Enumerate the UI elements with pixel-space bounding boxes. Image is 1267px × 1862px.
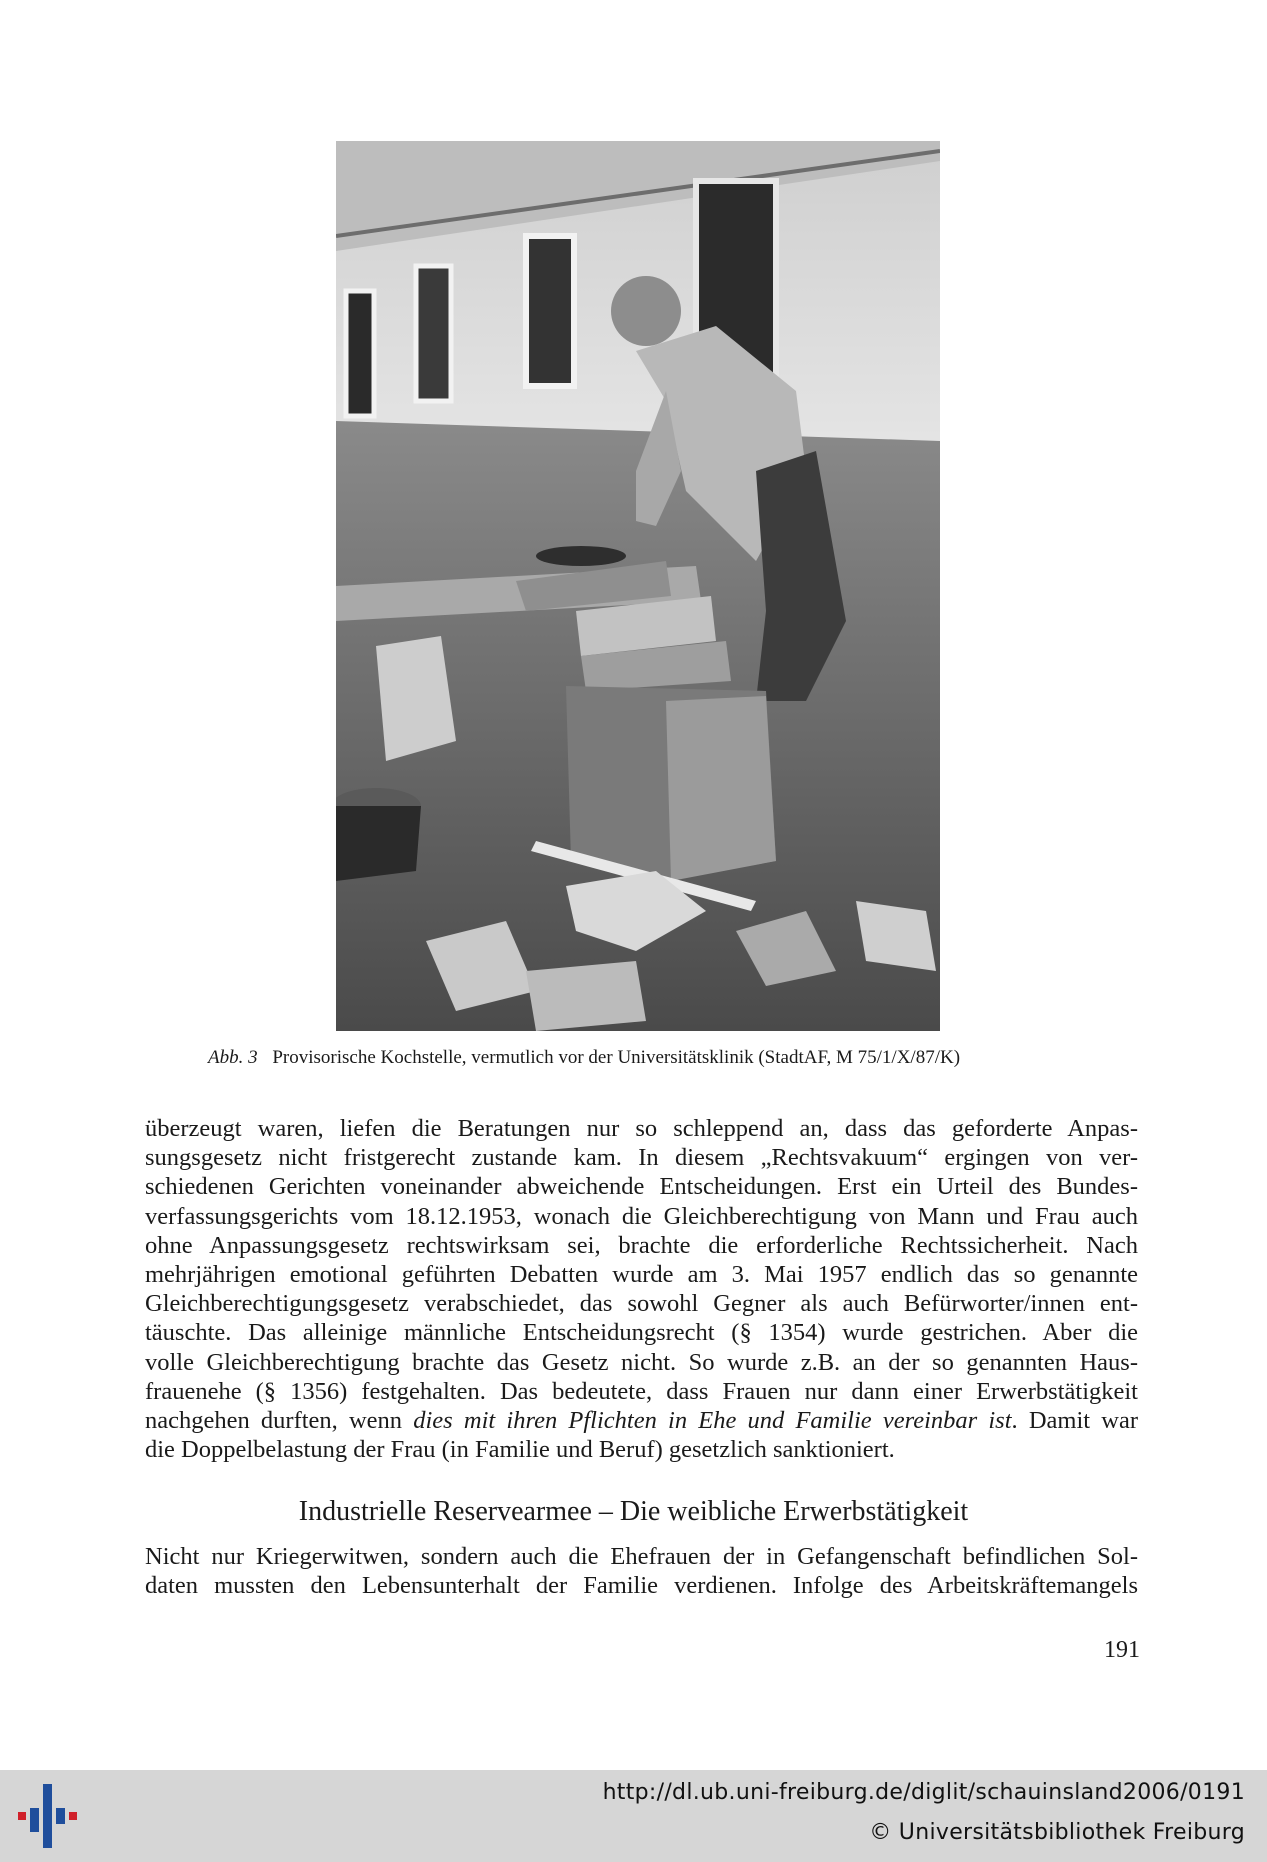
text-line: ohne Anpassungsgesetz rechtswirksam sei, brachte die erforderliche Rechtssicherheit. Nach bbox=[145, 1231, 1138, 1259]
paragraph-2 bbox=[145, 1542, 1138, 1600]
copyright-notice: © Universitätsbibliothek Freiburg bbox=[869, 1820, 1245, 1845]
text-line: sungsgesetz nicht fristgerecht zustande kam. In diesem „Rechtsvakuum“ ergingen von ver- bbox=[145, 1144, 1138, 1172]
text-line bbox=[145, 1406, 1138, 1435]
text-line: täuschte. Das alleinige männliche Entscheidungsrecht (§ 1354) wurde gestrichen. Aber die bbox=[145, 1319, 1138, 1347]
window bbox=[416, 266, 451, 401]
source-url-link[interactable]: http://dl.ub.uni-freiburg.de/diglit/schauinsland2006/0191 bbox=[602, 1780, 1245, 1805]
person-head bbox=[611, 276, 681, 346]
text-line: überzeugt waren, liefen die Beratungen nur so schleppend an, dass das geforderte Anpas- bbox=[145, 1115, 1138, 1142]
text-line: volle Gleichberechtigung brachte das Gesetz nicht. So wurde z.B. an der so genannten Haus- bbox=[145, 1348, 1138, 1376]
page-number: 191 bbox=[1104, 1637, 1140, 1663]
photo-scene bbox=[336, 141, 940, 1031]
section-heading: Industrielle Reservearmee – Die weibliche Erwerbstätigkeit bbox=[298, 1496, 969, 1527]
text-line: daten mussten den Lebensunterhalt der Familie verdienen. Infolge des Arbeitskräftemangels bbox=[145, 1572, 1138, 1600]
text-line: Nicht nur Kriegerwitwen, sondern auch die Ehefrauen der in Gefangenschaft befindlichen Sol- bbox=[145, 1543, 1138, 1570]
ub-freiburg-logo-icon[interactable] bbox=[18, 1784, 78, 1848]
paragraph-1 bbox=[145, 1114, 1138, 1464]
text-line: verfassungsgerichts vom 18.12.1953, wonach die Gleichberechtigung von Mann und Frau auch bbox=[145, 1202, 1138, 1230]
caption-label: Abb. 3 bbox=[208, 1047, 258, 1068]
text-segment: nachgehen durften, wenn bbox=[145, 1407, 414, 1435]
footer-bar bbox=[0, 1770, 1267, 1862]
figure-photo bbox=[336, 141, 940, 1031]
text-line: mehrjährigen emotional geführten Debatten wurde am 3. Mai 1957 endlich das so genannte bbox=[145, 1261, 1138, 1289]
pot-lid bbox=[536, 546, 626, 566]
text-line: frauenehe (§ 1356) festgehalten. Das bedeutete, dass Frauen nur dann einer Erwerbstätigkeit bbox=[145, 1377, 1138, 1405]
italic-quote: dies mit ihren Pflichten in Ehe und Familie vereinbar ist bbox=[413, 1407, 1012, 1435]
figure-caption bbox=[208, 1046, 1108, 1070]
text-line: schiedenen Gerichten voneinander abweichende Entscheidungen. Erst ein Urteil des Bundes- bbox=[145, 1173, 1138, 1201]
cooking-pot bbox=[336, 806, 421, 881]
window bbox=[526, 236, 574, 386]
caption-text: Provisorische Kochstelle, vermutlich vor der Universitätsklinik (StadtAF, M 75/1/X/87/K) bbox=[272, 1047, 961, 1068]
text-segment: . Damit war bbox=[1011, 1407, 1138, 1435]
text-line: Gleichberechtigungsgesetz verabschiedet, das sowohl Gegner als auch Befürworter/innen ent- bbox=[145, 1290, 1138, 1318]
window bbox=[346, 291, 374, 416]
text-line: die Doppelbelastung der Frau (in Familie und Beruf) gesetzlich sanktioniert. bbox=[145, 1436, 895, 1464]
